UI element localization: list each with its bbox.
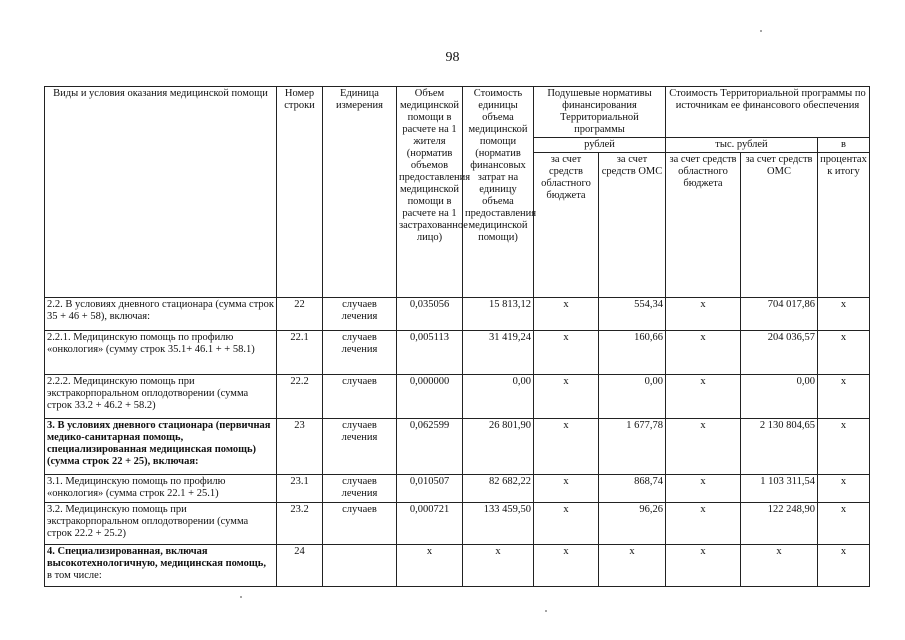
row-unit: случаев лечения (323, 331, 397, 375)
row-norm-budget: х (534, 545, 599, 587)
row-norm-budget: х (534, 298, 599, 331)
row-norm-oms: 0,00 (599, 375, 666, 419)
row-cost-oms: 204 036,57 (741, 331, 818, 375)
row-care-type: 2.2. В условиях дневного стационара (сумма строк 35 + 46 + 58), включая: (45, 298, 277, 331)
row-volume: х (397, 545, 463, 587)
header-norm-oms: за счет средств ОМС (599, 153, 666, 298)
row-percent: х (818, 475, 870, 503)
row-cost-oms: х (741, 545, 818, 587)
row-unit-cost: 31 419,24 (463, 331, 534, 375)
row-norm-oms: 868,74 (599, 475, 666, 503)
row-norm-oms: 96,26 (599, 503, 666, 545)
row-volume: 0,000721 (397, 503, 463, 545)
row-number: 24 (277, 545, 323, 587)
row-cost-oms: 0,00 (741, 375, 818, 419)
row-cost-oms: 704 017,86 (741, 298, 818, 331)
row-volume: 0,062599 (397, 419, 463, 475)
row-volume: 0,035056 (397, 298, 463, 331)
header-thousand-rubles: тыс. рублей (666, 138, 818, 153)
row-number: 23 (277, 419, 323, 475)
row-number: 23.1 (277, 475, 323, 503)
row-cost-budget: х (666, 503, 741, 545)
row-cost-oms: 122 248,90 (741, 503, 818, 545)
row-unit: случаев лечения (323, 475, 397, 503)
row-cost-budget: х (666, 331, 741, 375)
row-norm-oms: 1 677,78 (599, 419, 666, 475)
row-care-type-tail: в том числе: (47, 570, 102, 581)
row-percent: х (818, 503, 870, 545)
row-unit-cost: 82 682,22 (463, 475, 534, 503)
header-unit-cost: Стоимость единицы объема медицинской помощи (норматив финансовых затрат на единицу объема предоставления медицинской помощи) (463, 87, 534, 298)
row-unit-cost: 15 813,12 (463, 298, 534, 331)
row-norm-budget: х (534, 503, 599, 545)
header-volume: Объем медицинской помощи в расчете на 1 жителя (норматив объемов предоставления медицинской помощи в расчете на 1 застрахованное лицо) (397, 87, 463, 298)
row-cost-budget: х (666, 545, 741, 587)
row-number: 22 (277, 298, 323, 331)
row-care-type-bold: 4. Специализированная, включая высокотехнологичную, медицинская помощь, (47, 546, 266, 569)
row-unit (323, 545, 397, 587)
row-percent: х (818, 375, 870, 419)
table-row (45, 298, 870, 331)
row-norm-budget: х (534, 375, 599, 419)
row-unit-cost: х (463, 545, 534, 587)
header-percent-of-total: процентах к итогу (818, 153, 870, 298)
row-cost-budget: х (666, 475, 741, 503)
row-unit-cost: 26 801,90 (463, 419, 534, 475)
row-cost-budget: х (666, 419, 741, 475)
row-cost-oms: 1 103 311,54 (741, 475, 818, 503)
row-unit: случаев (323, 503, 397, 545)
row-norm-oms: х (599, 545, 666, 587)
row-care-type: 3.2. Медицинскую помощь при экстракорпоральном оплодотворении (сумма строк 22.2 + 25.2) (45, 503, 277, 545)
row-unit: случаев лечения (323, 298, 397, 331)
row-unit-cost: 0,00 (463, 375, 534, 419)
header-care-type: Виды и условия оказания медицинской помощи (45, 87, 277, 298)
scan-speck (760, 30, 762, 32)
row-care-type: 3.1. Медицинскую помощь по профилю «онкология» (сумма строк 22.1 + 25.1) (45, 475, 277, 503)
row-unit: случаев лечения (323, 419, 397, 475)
header-rubles: рублей (534, 138, 666, 153)
row-volume: 0,005113 (397, 331, 463, 375)
header-norm-regional-budget: за счет средств областного бюджета (534, 153, 599, 298)
row-percent: х (818, 545, 870, 587)
row-care-type: 3. В условиях дневного стационара (первичная медико-санитарная помощь, специализированная медицинская помощь) (сумма строк 22 + 25), включая: (45, 419, 277, 475)
row-norm-oms: 160,66 (599, 331, 666, 375)
row-cost-budget: х (666, 298, 741, 331)
table-row (45, 375, 870, 419)
row-care-type: 2.2.1. Медицинскую помощь по профилю «онкология» (сумму строк 35.1+ 46.1 + + 58.1) (45, 331, 277, 375)
header-unit: Единица измерения (323, 87, 397, 298)
header-row-number: Номер строки (277, 87, 323, 298)
row-number: 23.2 (277, 503, 323, 545)
table-row (45, 419, 870, 475)
row-percent: х (818, 298, 870, 331)
header-per-capita-norms: Подушевые нормативы финансирования Территориальной программы (534, 87, 666, 138)
row-number: 22.2 (277, 375, 323, 419)
header-cost-regional-budget: за счет средств областного бюджета (666, 153, 741, 298)
scan-speck (545, 610, 547, 612)
row-unit-cost: 133 459,50 (463, 503, 534, 545)
medical-care-table (44, 86, 870, 587)
table-row (45, 503, 870, 545)
row-cost-budget: х (666, 375, 741, 419)
row-care-type (45, 545, 277, 587)
scan-speck (240, 596, 242, 598)
row-care-type: 2.2.2. Медицинскую помощь при экстракорпоральном оплодотворении (сумма строк 33.2 + 46.2 + 58.2) (45, 375, 277, 419)
row-unit: случаев (323, 375, 397, 419)
row-norm-budget: х (534, 475, 599, 503)
row-norm-oms: 554,34 (599, 298, 666, 331)
row-number: 22.1 (277, 331, 323, 375)
page-number: 98 (445, 50, 460, 65)
header-pct-v: в (818, 138, 870, 153)
row-norm-budget: х (534, 331, 599, 375)
table-row (45, 475, 870, 503)
row-percent: х (818, 419, 870, 475)
header-program-cost: Стоимость Территориальной программы по источникам ее финансового обеспечения (666, 87, 870, 138)
header-cost-oms: за счет средств ОМС (741, 153, 818, 298)
row-volume: 0,000000 (397, 375, 463, 419)
row-percent: х (818, 331, 870, 375)
table-row (45, 545, 870, 587)
row-cost-oms: 2 130 804,65 (741, 419, 818, 475)
row-volume: 0,010507 (397, 475, 463, 503)
table-row (45, 331, 870, 375)
row-norm-budget: х (534, 419, 599, 475)
